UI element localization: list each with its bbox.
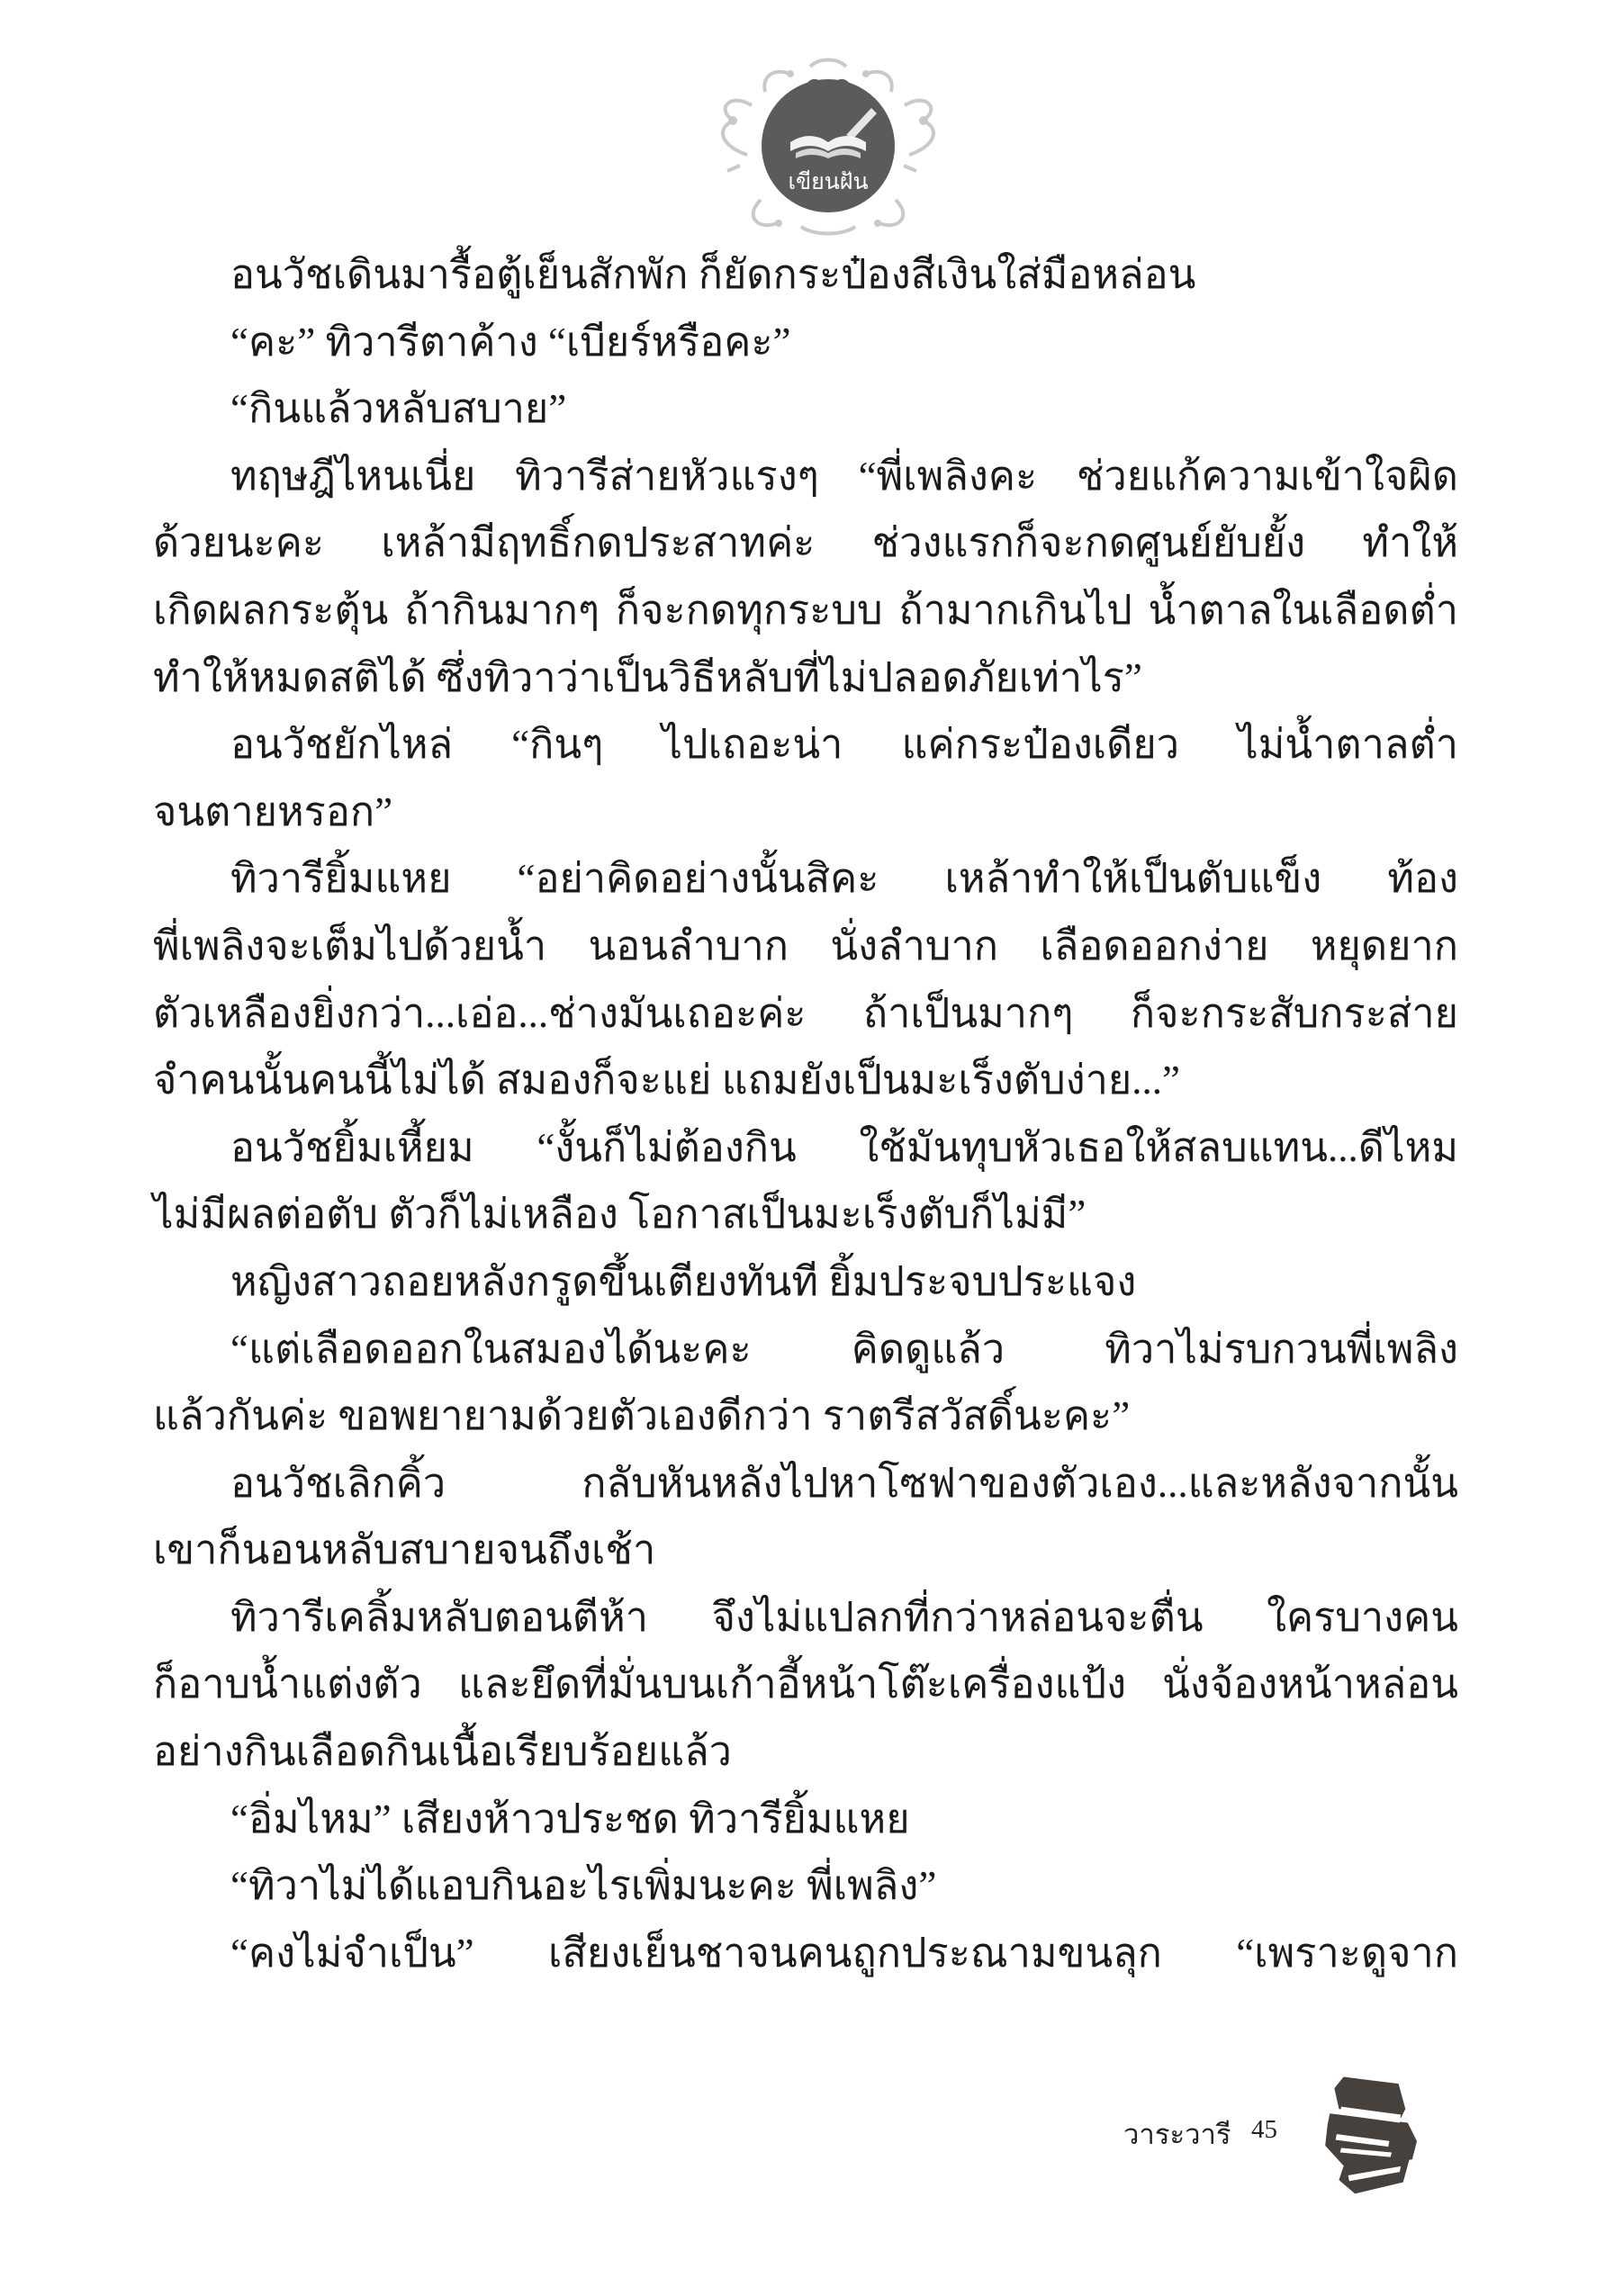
text-line: พี่เพลิงจะเต็มไปด้วยน้ำ นอนลำบาก นั่งลำบาก เลือดออกง่าย หยุดยาก <box>153 923 1458 968</box>
text-line: ทฤษฎีไหนเนี่ย ทิวารีส่ายหัวแรงๆ “พี่เพลิงคะ ช่วยแก้ความเข้าใจผิด <box>230 453 1458 499</box>
text-line: ก็อาบน้ำแต่งตัว และยึดที่มั่นบนเก้าอี้หน้าโต๊ะเครื่องแป้ง นั่งจ้องหน้าหล่อน <box>153 1661 1458 1707</box>
text-line: เกิดผลกระตุ้น ถ้ากินมากๆ ก็จะกดทุกระบบ ถ้ามากเกินไป น้ำตาลในเลือดต่ำ <box>153 587 1458 633</box>
text-line: ไม่มีผลต่อตับ ตัวก็ไม่เหลือง โอกาสเป็นมะเร็งตับก็ไม่มี” <box>153 1192 1087 1238</box>
text-line: “อิ่มไหม” เสียงห้าวประชด ทิวารียิ้มแหย <box>230 1796 910 1841</box>
text-line: ตัวเหลืองยิ่งกว่า...เอ่อ...ช่างมันเถอะค่ะ ถ้าเป็นมากๆ ก็จะกระสับกระส่าย <box>153 990 1458 1036</box>
publisher-emblem-graphic <box>711 56 945 236</box>
text-line: จนตายหรอก” <box>153 788 393 834</box>
publisher-emblem <box>711 56 945 236</box>
footer-page-number: 45 <box>1251 2115 1277 2144</box>
text-line: เขาก็นอนหลับสบายจนถึงเช้า <box>153 1527 656 1573</box>
text-line: ทิวารียิ้มแหย “อย่าคิดอย่างนั้นสิคะ เหล้าทำให้เป็นตับแข็ง ท้อง <box>230 856 1458 902</box>
text-line: อย่างกินเลือดกินเนื้อเรียบร้อยแล้ว <box>153 1729 732 1775</box>
text-line: “คะ” ทิวารีตาค้าง “เบียร์หรือคะ” <box>230 319 791 365</box>
text-line: ด้วยนะคะ เหล้ามีฤทธิ์กดประสาทค่ะ ช่วงแรกก็จะกดศูนย์ยับยั้ง ทำให้ <box>153 520 1458 566</box>
text-line: อนวัชเดินมารื้อตู้เย็นสักพัก ก็ยัดกระป๋องสีเงินใส่มือหล่อน <box>230 252 1196 297</box>
text-line: “คงไม่จำเป็น” เสียงเย็นชาจนคนถูกประณามขนลุก “เพราะดูจาก <box>230 1930 1458 1976</box>
text-line: ทำให้หมดสติได้ ซึ่งทิวาว่าเป็นวิธีหลับที่ไม่ปลอดภัยเท่าไร” <box>153 654 1142 700</box>
text-line: อนวัชเลิกคิ้ว กลับหันหลังไปหาโซฟาของตัวเอง...และหลังจากนั้น <box>230 1460 1458 1506</box>
body-text <box>153 241 1458 1986</box>
text-line: หญิงสาวถอยหลังกรูดขึ้นเตียงทันที ยิ้มประจบประแจง <box>230 1258 1137 1304</box>
text-line: อนวัชยักไหล่ “กินๆ ไปเถอะน่า แค่กระป๋องเดียว ไม่น้ำตาลต่ำ <box>230 722 1458 768</box>
text-line: ทิวารีเคลิ้มหลับตอนตีห้า จึงไม่แปลกที่กว่าหล่อนจะตื่น ใครบางคน <box>230 1594 1458 1640</box>
books-stack-icon <box>1307 2075 1426 2201</box>
text-line: “แต่เลือดออกในสมองได้นะคะ คิดดูแล้ว ทิวาไม่รบกวนพี่เพลิง <box>230 1326 1458 1372</box>
emblem-text: เขียนฝัน <box>788 170 869 194</box>
text-line: จำคนนั้นคนนี้ไม่ได้ สมองก็จะแย่ แถมยังเป็นมะเร็งตับง่าย...” <box>153 1058 1181 1103</box>
text-line: “ทิวาไม่ได้แอบกินอะไรเพิ่มนะคะ พี่เพลิง” <box>230 1863 937 1909</box>
text-line: อนวัชยิ้มเหี้ยม “งั้นก็ไม่ต้องกิน ใช้มันทุบหัวเธอให้สลบแทน...ดีไหม <box>230 1124 1458 1170</box>
text-line: “กินแล้วหลับสบาย” <box>230 386 567 432</box>
footer-book-title: วาระวารี <box>1123 2119 1231 2150</box>
text-line: แล้วกันค่ะ ขอพยายามด้วยตัวเองดีกว่า ราตรีสวัสดิ์นะคะ” <box>153 1393 1131 1439</box>
